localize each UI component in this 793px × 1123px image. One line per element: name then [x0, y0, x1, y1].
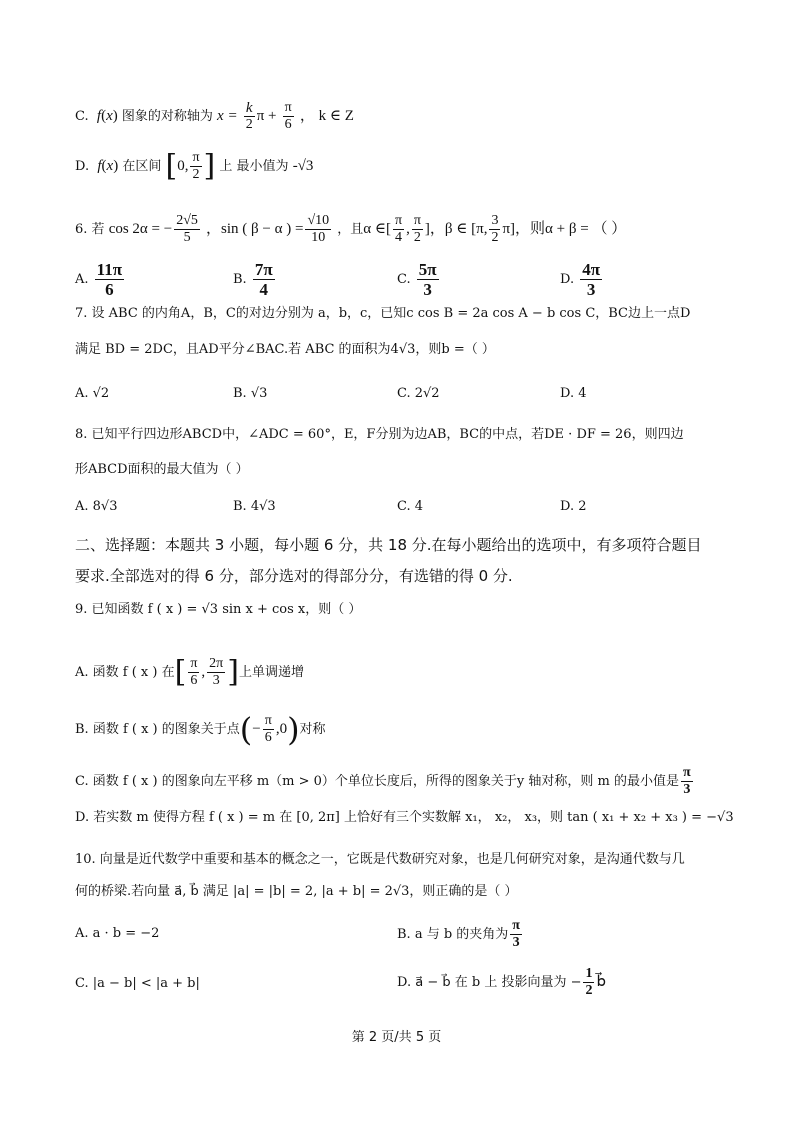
page-footer: 第 2 页/共 5 页 [351, 1030, 442, 1045]
q7-option-d: D. 4 [560, 386, 587, 401]
q10-option-d: D. a⃗ − b⃗ 在 b 上 投影向量为 − $\frac{1}{2}$ b⃗ [397, 966, 607, 998]
q8-line-1: 8. 已知平行四边形ABCD中，∠ADC = 60°，E，F分别为边AB，BC的中点，若DE · DF = 26，则四边 [75, 427, 684, 442]
q9-option-d: D. 若实数 m 使得方程 f ( x ) = m 在 [0, 2π] 上恰好有三个实数解 x₁， x₂， x₃，则 tan ( x₁ + x₂ + x₃ ) = −√3 [75, 810, 734, 825]
q5-option-c: C. f(x) 图象的对称轴为 x = $\frac{k}{2}$ π + $\frac{\pi}{6}$ ， k ∈ Z [75, 100, 354, 132]
q8-option-c: C. 4 [397, 499, 424, 514]
q10-line-1: 10. 向量是近代数学中重要和基本的概念之一，它既是代数研究对象，也是几何研究对象，是沟通代数与几 [75, 852, 685, 867]
q10-option-b: B. a 与 b 的夹角为 $\frac{\pi}{3}$ [397, 918, 520, 950]
q6-option-c: C. $\frac{5\pi}{3}$ [397, 260, 437, 299]
q7-option-b: B. √3 [233, 386, 268, 401]
q7-line-1: 7. 设 ABC 的内角A，B，C的对边分别为 a，b，c，已知c cos B = 2a cos A − b cos C，BC边上一点D [75, 306, 691, 321]
section-2-heading: 二、选择题：本题共 3 小题，每小题 6 分，共 18 分.在每小题给出的选项中，有多项符合题目 [75, 536, 702, 554]
q6-option-d: D. $\frac{4\pi}{3}$ [560, 260, 601, 299]
q7-line-2: 满足 BD = 2DC，且AD平分∠BAC.若 ABC 的面积为4√3，则b =（ ） [75, 342, 495, 357]
q8-option-b: B. 4√3 [233, 499, 276, 514]
section-2-instructions: 要求.全部选对的得 6 分，部分选对的得部分分，有选错的得 0 分. [75, 567, 513, 585]
q8-line-2: 形ABCD面积的最大值为（ ） [75, 462, 249, 477]
q7-option-c: C. 2√2 [397, 386, 440, 401]
q6-option-a: A. $\frac{11\pi}{6}$ [75, 260, 123, 299]
q9-stem: 9. 已知函数 f ( x ) = √3 sin x + cos x，则（ ） [75, 602, 362, 617]
q8-option-a: A. 8√3 [75, 499, 118, 514]
q6-option-b: B. $\frac{7\pi}{4}$ [233, 260, 273, 299]
q9-option-a: A. 函数 f ( x ) 在[ $\frac{\pi}{6}$ , $\frac{2\pi}{3}$ ]上单调递增 [75, 654, 304, 690]
q10-option-c: C. |a − b| < |a + b| [75, 976, 200, 991]
q9-option-c: C. 函数 f ( x ) 的图象向左平移 m（m > 0）个单位长度后，所得的图象关于y 轴对称，则 m 的最小值是 $\frac{\pi}{3}$ [75, 765, 691, 797]
q6-stem: 6. 若 cos 2α = − $\frac{2√5}{5}$ ，sin ( β − α ) = $\frac{√10}{10}$ ，且α ∈[ $\frac{\pi}{4}$ , $\frac{\pi}{2}$ ]，β ∈ [π, $\frac{3}{2}$ π]，则α + β = （ ） [75, 213, 627, 245]
q8-option-d: D. 2 [560, 499, 587, 514]
q10-option-a: A. a · b = −2 [75, 926, 160, 941]
q5-option-d: D. f(x) 在区间 [0, $\frac{\pi}{2}$ ] 上 最小值为 -√3 [75, 148, 314, 184]
q7-option-a: A. √2 [75, 386, 110, 401]
q9-option-b: B. 函数 f ( x ) 的图象关于点(− $\frac{\pi}{6}$ ,0)对称 [75, 710, 326, 749]
q10-line-2: 何的桥梁.若向量 a⃗, b⃗ 满足 |a| = |b| = 2, |a + b| = 2√3，则正确的是（ ） [75, 884, 518, 899]
